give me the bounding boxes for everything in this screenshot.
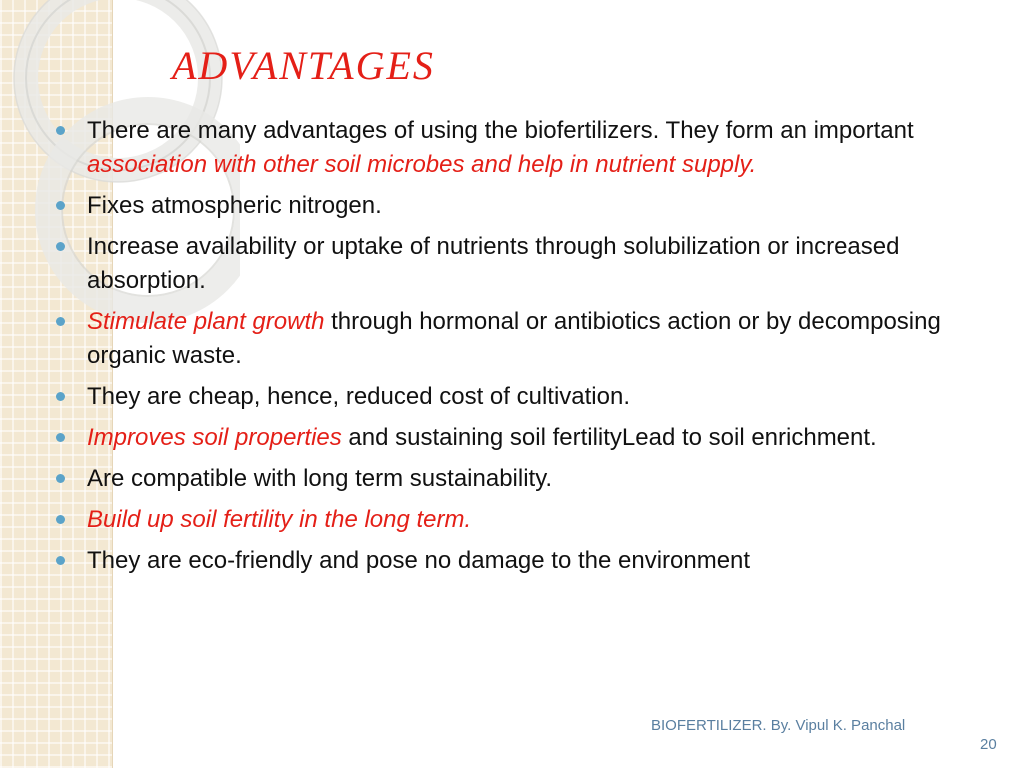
- bullet-text: There are many advantages of using the biofertilizers. They form an important: [87, 117, 914, 144]
- bullet-item: [52, 421, 1012, 455]
- bullet-list: [52, 114, 1012, 585]
- bullet-item: [52, 462, 1012, 496]
- bullet-dot-icon: [56, 515, 65, 524]
- bullet-item: [52, 305, 1012, 373]
- bullet-dot-icon: [56, 433, 65, 442]
- bullet-emphasis-text: association with other soil microbes and help in nutrient supply.: [87, 151, 757, 178]
- bullet-emphasis-text: Stimulate plant growth: [87, 308, 325, 335]
- bullet-text: Are compatible with long term sustainability.: [87, 465, 553, 492]
- page-number: 20: [980, 736, 997, 753]
- bullet-text: through hormonal or antibiotics action or by decomposing organic waste.: [87, 308, 941, 369]
- bullet-item: [52, 230, 1012, 298]
- slide-title: ADVANTAGES: [172, 43, 435, 88]
- bullet-dot-icon: [56, 201, 65, 210]
- bullet-dot-icon: [56, 242, 65, 251]
- bullet-item: [52, 503, 1012, 537]
- bullet-text: They are eco-friendly and pose no damage to the environment: [87, 547, 751, 574]
- bullet-item: [52, 114, 1012, 182]
- bullet-text: Increase availability or uptake of nutrients through solubilization or increased absorption.: [87, 233, 900, 294]
- bullet-text: and sustaining soil fertilityLead to soil enrichment.: [341, 424, 877, 451]
- bullet-emphasis-text: Build up soil fertility in the long term.: [87, 506, 472, 533]
- bullet-dot-icon: [56, 317, 65, 326]
- bullet-text: They are cheap, hence, reduced cost of cultivation.: [87, 383, 630, 410]
- bullet-text: Fixes atmospheric nitrogen.: [87, 192, 382, 219]
- bullet-emphasis-text: Improves soil properties: [87, 424, 342, 451]
- footer-text: BIOFERTILIZER. By. Vipul K. Panchal: [651, 717, 906, 734]
- bullet-dot-icon: [56, 392, 65, 401]
- bullet-item: [52, 189, 1012, 223]
- bullet-item: [52, 380, 1012, 414]
- bullet-dot-icon: [56, 126, 65, 135]
- bullet-dot-icon: [56, 474, 65, 483]
- bullet-dot-icon: [56, 556, 65, 565]
- bullet-item: [52, 544, 1012, 578]
